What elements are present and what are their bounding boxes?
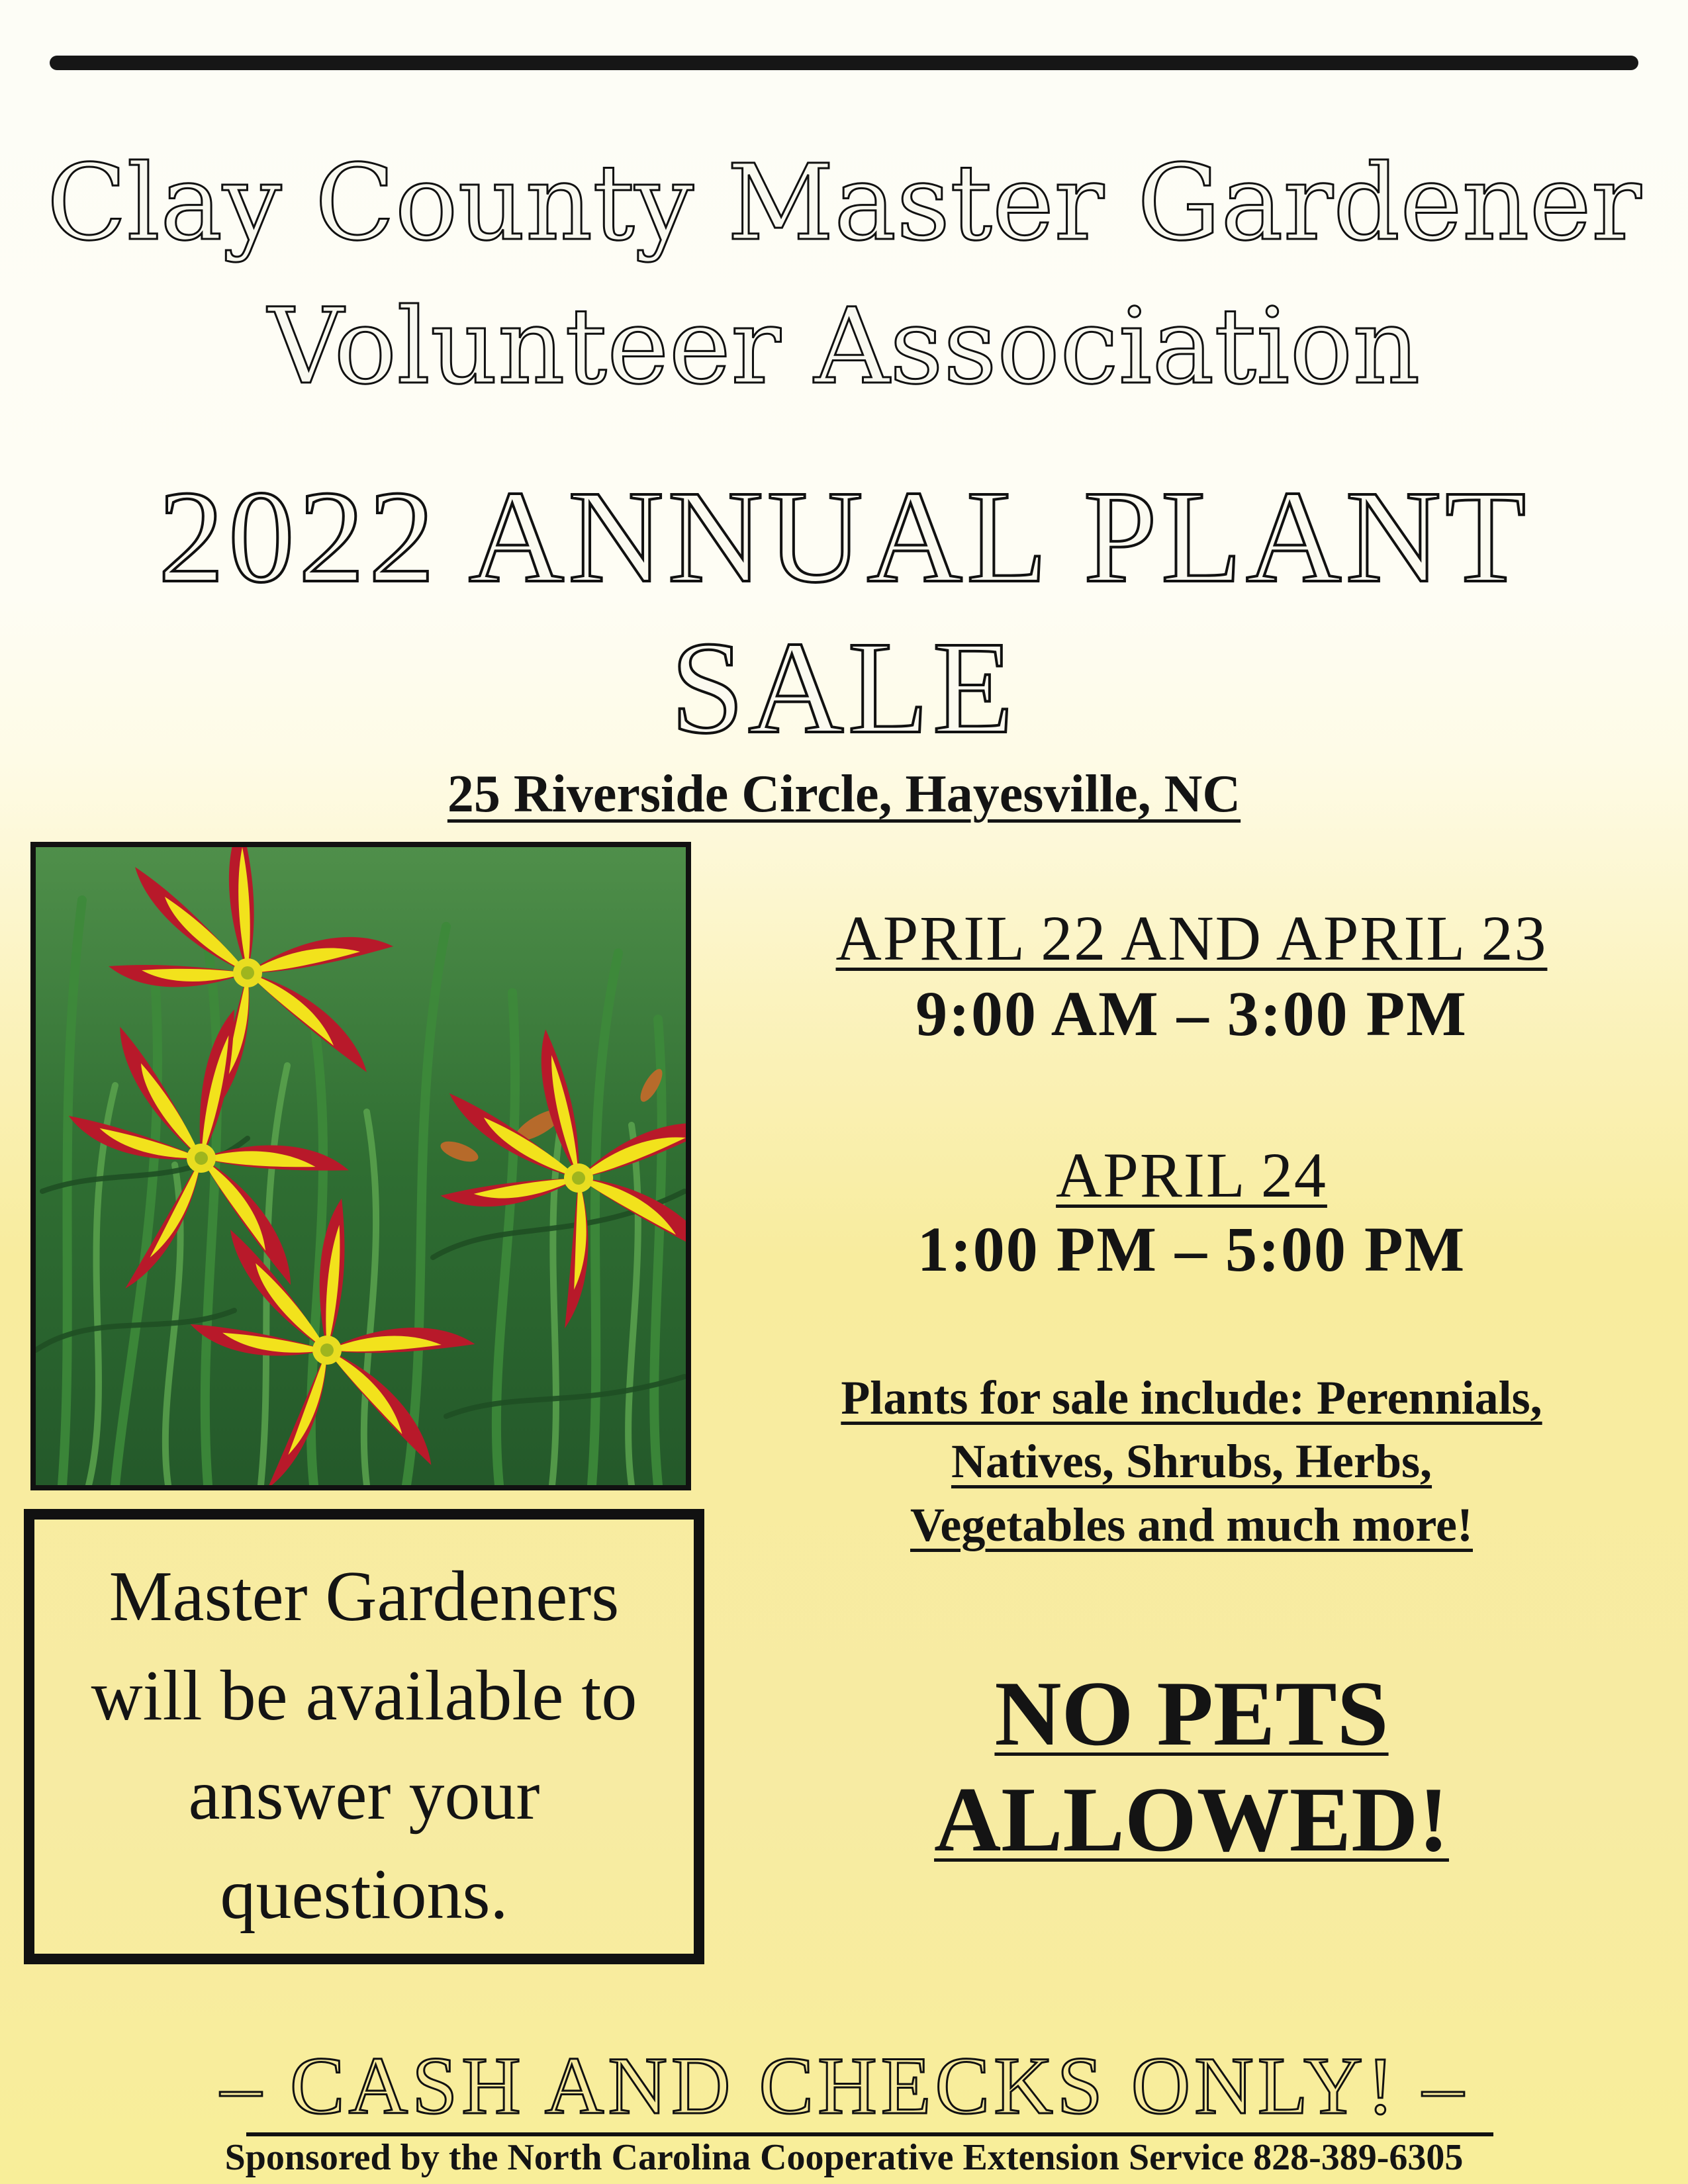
- address-text: 25 Riverside Circle, Hayesville, NC: [447, 765, 1241, 823]
- schedule-date-1-text: APRIL 22 AND APRIL 23: [835, 903, 1548, 974]
- no-pets-line-2-text: ALLOWED!: [934, 1768, 1449, 1871]
- master-gardeners-line-2: will be available to: [91, 1657, 637, 1735]
- sponsor-line: Sponsored by the North Carolina Cooperative Extension Service 828-389-6305: [224, 2137, 1464, 2178]
- plants-line-2-text: Natives, Shrubs, Herbs,: [951, 1435, 1432, 1488]
- payment-notice: – CASH AND CHECKS ONLY! –: [220, 2040, 1468, 2131]
- schedule-hours-1: 9:00 AM – 3:00 PM: [915, 978, 1468, 1049]
- address: [0, 765, 1688, 823]
- top-rule: [50, 56, 1638, 70]
- master-gardeners-line-4: questions.: [220, 1855, 508, 1934]
- master-gardeners-callout: [24, 1509, 704, 1964]
- event-title-line-1: 2022 ANNUAL PLANT: [158, 464, 1530, 610]
- plants-line-1: [715, 1371, 1668, 1424]
- plants-line-3-text: Vegetables and much more!: [910, 1498, 1473, 1551]
- daylily-photo: [30, 842, 691, 1490]
- plants-line-1-text: Plants for sale include: Perennials,: [841, 1371, 1542, 1424]
- payment-underline: [246, 2132, 1493, 2136]
- org-title-line-2: Volunteer Association: [267, 286, 1421, 408]
- schedule-date-1: [715, 903, 1668, 974]
- plants-line-3: [715, 1498, 1668, 1551]
- schedule-date-2-text: APRIL 24: [1056, 1140, 1327, 1210]
- event-title-line-2: SALE: [671, 615, 1017, 761]
- no-pets-line-1: [715, 1662, 1668, 1765]
- no-pets-line-2: [715, 1768, 1668, 1871]
- org-title-line-1: Clay County Master Gardener: [46, 142, 1642, 264]
- plants-line-2: [715, 1435, 1668, 1488]
- master-gardeners-line-1: Master Gardeners: [109, 1557, 620, 1636]
- master-gardeners-line-3: answer your: [188, 1756, 540, 1835]
- no-pets-line-1-text: NO PETS: [994, 1662, 1389, 1765]
- schedule-date-2: [715, 1140, 1668, 1210]
- daylily-illustration: [36, 847, 686, 1485]
- schedule-hours-2: 1:00 PM – 5:00 PM: [917, 1214, 1466, 1285]
